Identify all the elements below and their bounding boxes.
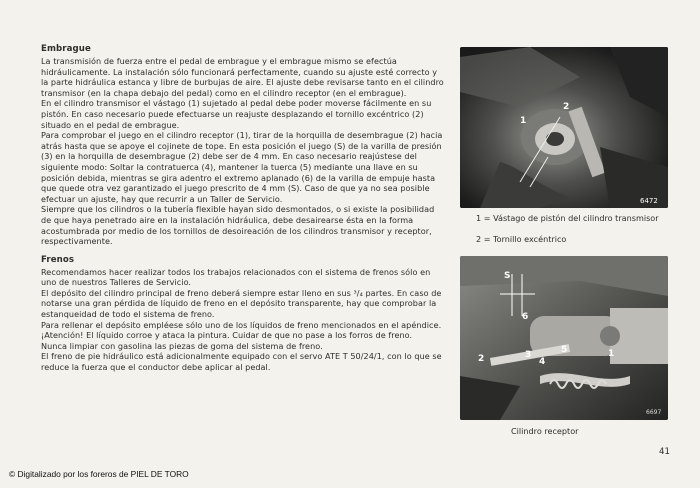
- figure2-number: 6697: [646, 409, 662, 416]
- figure2-label-2: 2: [478, 354, 485, 364]
- figure2-label-S: S: [504, 271, 511, 281]
- frenos-section: [41, 255, 445, 373]
- frenos-paragraph: Para rellenar el depósito empléese sólo uno de los líquidos de freno mencionados en el apéndice. ¡Atención! El líquido corroe y ataca la pintura. Cuidar de que no pase a los forros de freno.: [41, 319, 442, 341]
- master-cylinder-photo: [460, 47, 668, 208]
- embrague-heading: Embrague: [41, 44, 91, 54]
- figure1-caption-2: 2 = Tornillo excéntrico: [476, 234, 567, 244]
- figure2-label-1: 1: [608, 349, 615, 359]
- frenos-paragraph: El depósito del cilindro principal de freno deberá siempre estar lleno en sus ³/₄ partes. En caso de notarse una gran pérdida de líquido de freno en el depósito transparente, hay que comprobar la estanqueidad de todo el sistema de freno.: [41, 287, 442, 320]
- digitization-credit: © Digitalizado por los foreros de PIEL DE TORO: [9, 469, 189, 479]
- text-column: [41, 44, 445, 373]
- figure1-caption-1: 1 = Vástago de pistón del cilindro transmisor: [476, 213, 659, 223]
- frenos-paragraph: Recomendamos hacer realizar todos los trabajos relacionados con el sistema de frenos sólo en uno de nuestros Talleres de Servicio.: [41, 266, 431, 288]
- figure2-label-5: 5: [561, 345, 568, 355]
- figure1-label-2: 2: [563, 102, 570, 112]
- page-number: 41: [659, 447, 670, 457]
- frenos-paragraph: Nunca limpiar con gasolina las piezas de goma del sistema de freno.: [41, 340, 323, 351]
- slave-cylinder-photo: [460, 256, 668, 420]
- figure2-label-6: 6: [522, 312, 529, 322]
- figure1-number: 6472: [640, 197, 658, 205]
- figure2-caption: Cilindro receptor: [511, 426, 579, 436]
- frenos-paragraph: El freno de pie hidráulico está adicionalmente equipado con el servo ATE T 50/24/1, con lo que se reduce la fuerza que el conductor debe aplicar al pedal.: [41, 351, 442, 373]
- embrague-paragraph: La transmisión de fuerza entre el pedal de embrague y el embrague mismo se efectúa hidráulicamente. La instalación sólo funcionará perfectamente, cuando su ajuste esté correcto y la parte hidráulica estanca y libre de burbujas de aire. El ajuste debe revisarse tanto en el cilindro transmisor (en la chapa debajo del pedal) como en el cilindro receptor (en el embrague).: [41, 56, 444, 98]
- figure1-label-1: 1: [520, 116, 527, 126]
- embrague-paragraph: Siempre que los cilindros o la tubería flexible hayan sido desmontados, o si existe la posibilidad de que haya penetrado aire en la instalación hidráulica, debe desairearse ésta en la forma acostumbrada por medio de los tornillos de desoireación de los cilindros transmisor y receptor, respectivamente.: [41, 204, 435, 247]
- frenos-heading: Frenos: [41, 254, 75, 265]
- embrague-paragraph: En el cilindro transmisor el vástago (1) sujetado al pedal debe poder moverse fácilmente en su pistón. En caso necesario puede efectuarse un reajuste desplazando el tornillo excéntrico (2) situado en el pedal de embrague.: [41, 98, 432, 130]
- figure2-label-4: 4: [539, 357, 546, 367]
- embrague-paragraph: Para comprobar el juego en el cilindro receptor (1), tirar de la horquilla de desembrague (2) hacia atrás hasta que se apoye el cojinete de tope. En esta posición el juego (S) de la varilla de presión (3) en la horquilla de desembrague (2) debe ser de 4 mm. En caso necesario reajústese del siguiente modo: Soltar la contratuerca (4), mantener la tuerca (5) mediante una llave en su posición debida, mientras se gira adentro el extremo aplanado (6) de la varilla de empuje hasta que quede otra vez garantizado el juego prescrito de 4 mm (S). Caso de que ya no sea posible efectuar un ajuste, hay que recurrir a un Taller de Servicio.: [41, 130, 443, 204]
- figure2-label-3: 3: [525, 350, 532, 360]
